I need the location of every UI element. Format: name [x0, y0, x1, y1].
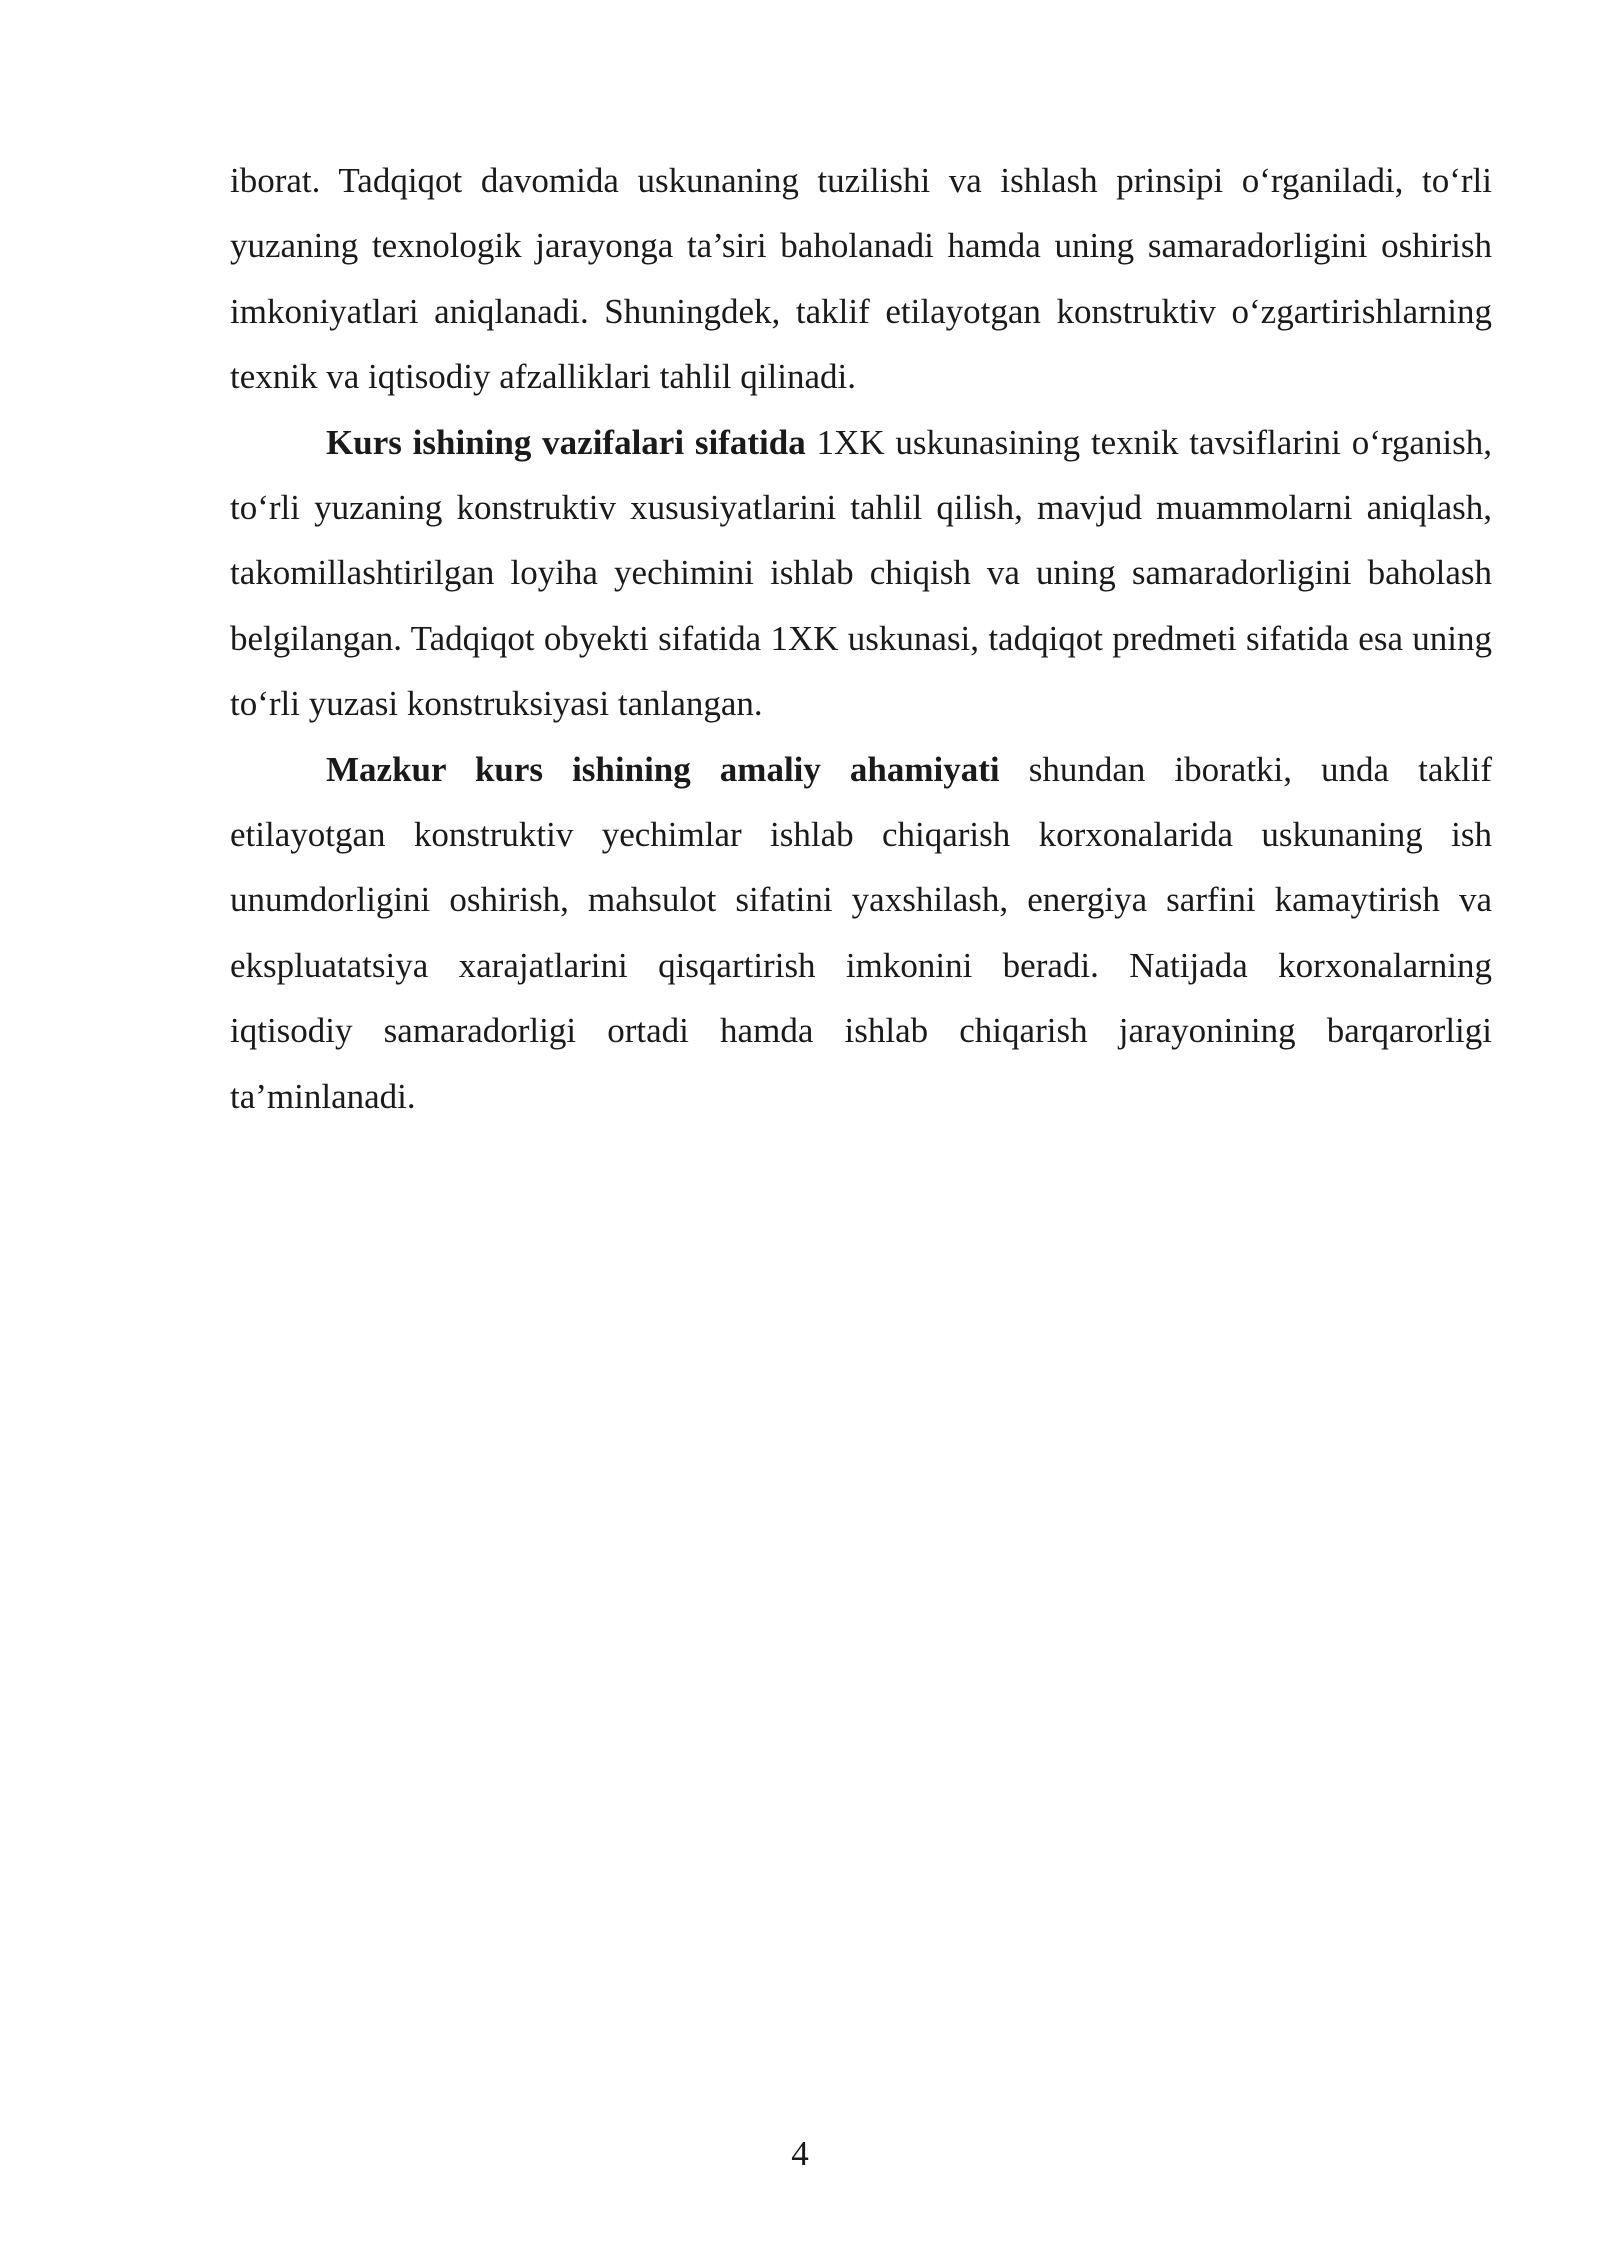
paragraph-lead-bold: Kurs ishining vazifalari sifatida — [326, 422, 806, 462]
paragraph-continuation — [230, 148, 1492, 410]
body-text — [230, 148, 1492, 1129]
page-number: 4 — [791, 2134, 809, 2173]
paragraph-tasks — [230, 410, 1492, 737]
paragraph-text: 1XK uskunasining texnik tavsiflarini o‘rganish, to‘rli yuzaning konstruktiv xususiyatlarini tahlil qilish, mavjud muammolarni aniqlash, takomillashtirilgan loyiha yechimini ishlab chiqish va uning samaradorligini baholash belgilangan. Tadqiqot obyekti sifatida 1XK uskunasi, tadqiqot predmeti sifatida esa uning to‘rli yuzasi konstruksiyasi tanlangan. — [230, 422, 1493, 724]
paragraph-text: iborat. Tadqiqot davomida uskunaning tuzilishi va ishlash prinsipi o‘rganiladi, to‘rli yuzaning texnologik jarayonga ta’siri baholanadi hamda uning samaradorligini oshirish imkoniyatlari aniqlanadi. Shuningdek, taklif etilayotgan konstruktiv o‘zgartirishlarning texnik va iqtisodiy afzalliklari tahlil qilinadi. — [230, 161, 1492, 397]
paragraph-lead-bold: Mazkur kurs ishining amaliy ahamiyati — [326, 749, 1000, 789]
paragraph-practical-significance — [230, 737, 1492, 1129]
paragraph-text: shundan iboratki, unda taklif etilayotgan konstruktiv yechimlar ishlab chiqarish korxonalarida uskunaning ish unumdorligini oshirish, mahsulot sifatini yaxshilash, energiya sarfini kamaytirish va ekspluatatsiya xarajatlarini qisqartirish imkonini beradi. Natijada korxonalarning iqtisodiy samaradorligi ortadi hamda ishlab chiqarish jarayonining barqarorligi ta’minlanadi. — [230, 749, 1492, 1116]
